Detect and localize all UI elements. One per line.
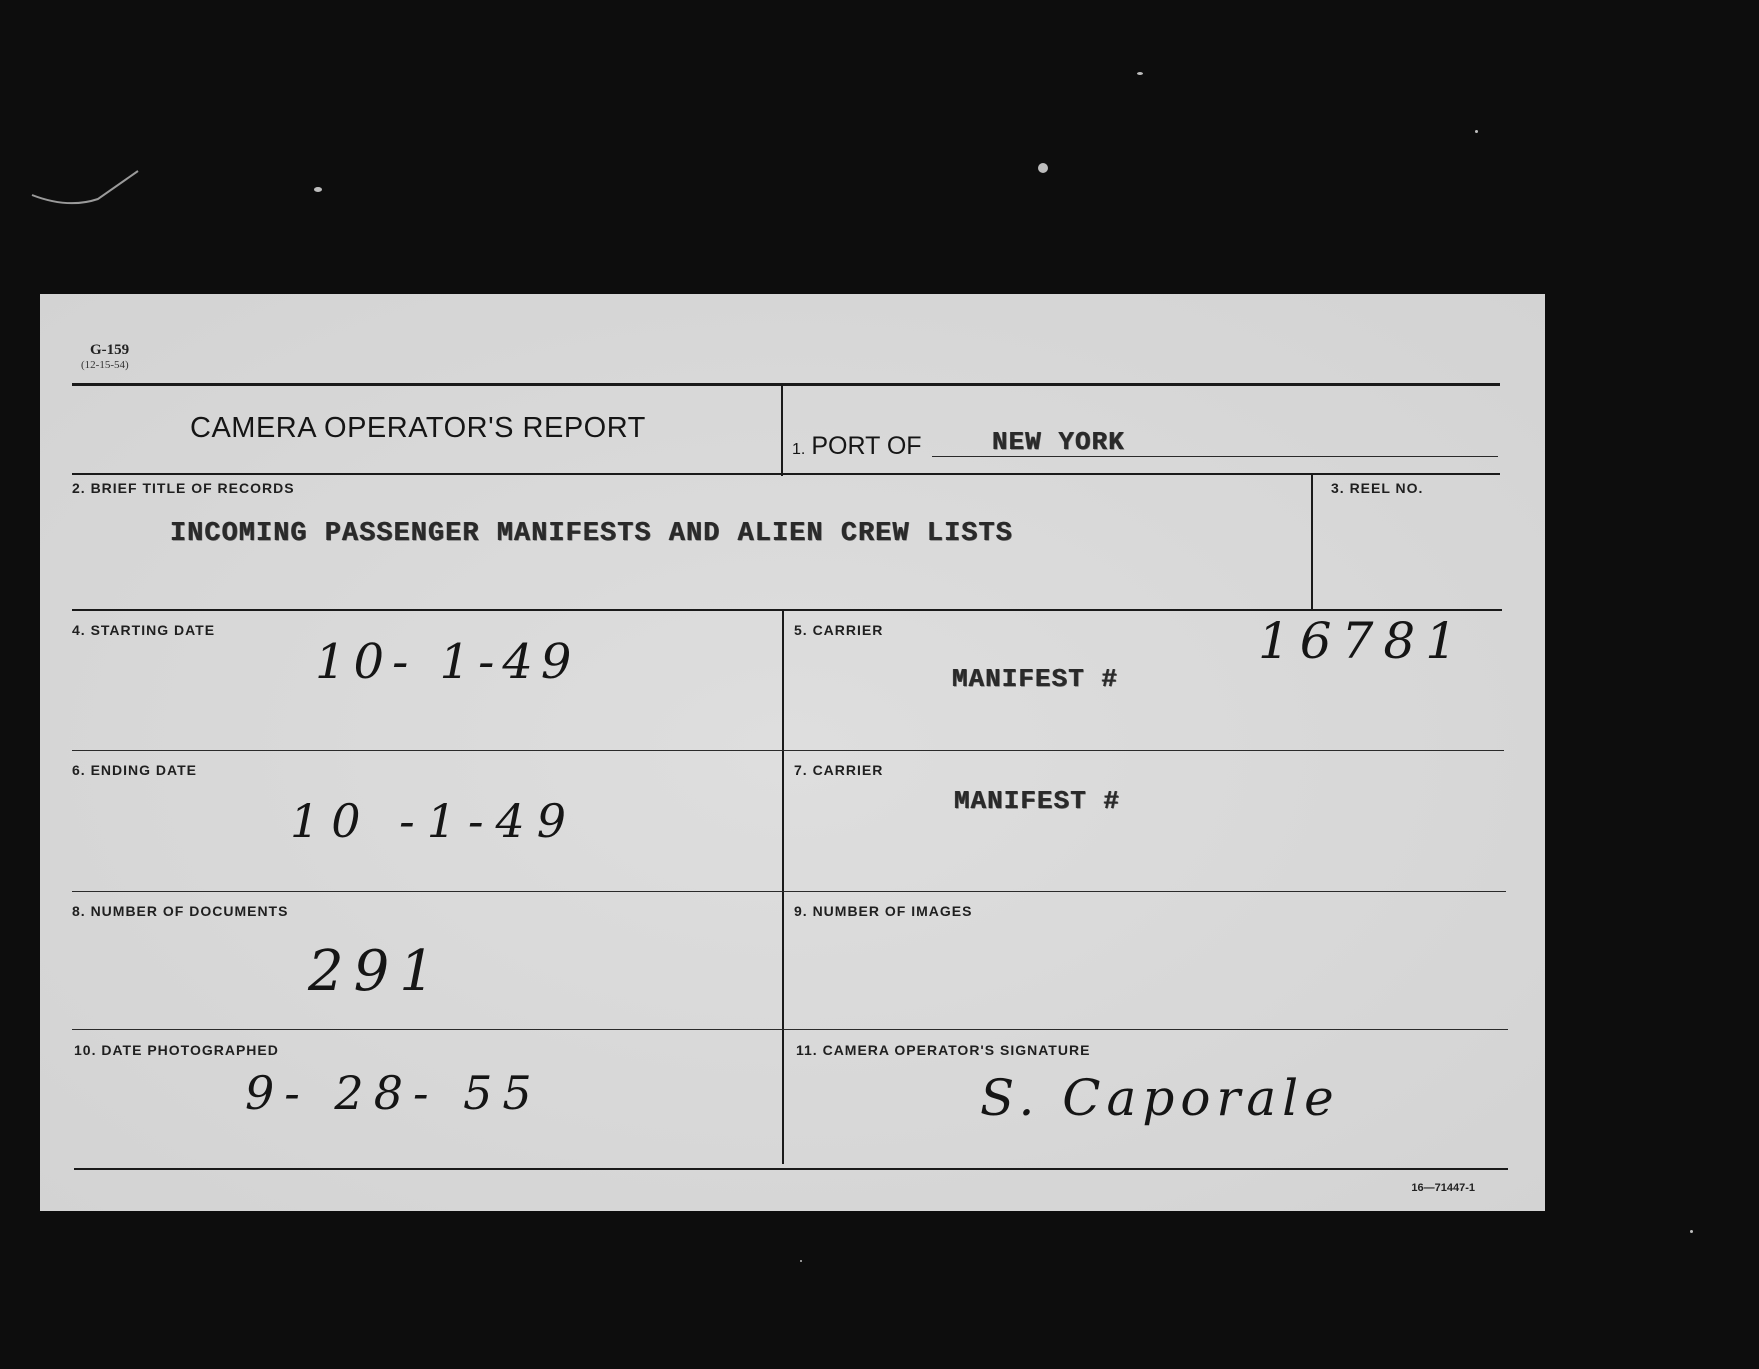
port-of-label <box>792 432 922 461</box>
form-footer-code: 16—71447-1 <box>1411 1182 1475 1194</box>
rule-row-1 <box>72 473 1500 475</box>
carrier-7-label: 7. CARRIER <box>794 762 884 778</box>
port-value: NEW YORK <box>992 427 1125 457</box>
carrier-7-manifest-label: MANIFEST # <box>954 786 1121 816</box>
rule-row-3 <box>72 750 1504 751</box>
reel-divider <box>1311 473 1313 609</box>
ending-date-value: 10 -1-49 <box>290 794 579 848</box>
camera-operator-report-card <box>40 294 1545 1211</box>
operator-signature: S. Caporale <box>980 1069 1340 1127</box>
scratch-mark <box>28 165 148 213</box>
rule-row-2 <box>72 609 1502 611</box>
num-documents-value: 291 <box>308 939 445 1004</box>
rule-row-5 <box>72 1029 1508 1030</box>
rule-row-4 <box>72 891 1506 892</box>
bottom-rule <box>74 1168 1508 1170</box>
port-field-number: 1. <box>792 441 806 458</box>
starting-date-label: 4. STARTING DATE <box>72 622 216 638</box>
brief-title-value: INCOMING PASSENGER MANIFESTS AND ALIEN CREW LISTS <box>170 519 1013 549</box>
num-documents-label: 8. NUMBER OF DOCUMENTS <box>72 903 289 919</box>
center-divider <box>782 609 784 1164</box>
starting-date-value: 10- 1-49 <box>315 634 580 690</box>
signature-label: 11. CAMERA OPERATOR'S SIGNATURE <box>796 1042 1091 1058</box>
title-divider <box>781 384 783 476</box>
form-revision-date: (12-15-54) <box>81 359 129 371</box>
date-photographed-value: 9- 28- 55 <box>245 1066 542 1120</box>
report-title: CAMERA OPERATOR'S REPORT <box>190 412 646 444</box>
carrier-5-label: 5. CARRIER <box>794 622 884 638</box>
reel-no-label: 3. REEL NO. <box>1331 480 1424 496</box>
carrier-5-manifest-label: MANIFEST # <box>952 664 1119 694</box>
top-rule <box>72 383 1500 386</box>
num-images-label: 9. NUMBER OF IMAGES <box>794 903 973 919</box>
ending-date-label: 6. ENDING DATE <box>72 762 197 778</box>
carrier-5-manifest-value: 16781 <box>1258 612 1468 670</box>
brief-title-label: 2. BRIEF TITLE OF RECORDS <box>72 480 295 496</box>
date-photographed-label: 10. DATE PHOTOGRAPHED <box>74 1042 279 1058</box>
port-field-label: PORT OF <box>811 432 922 460</box>
form-id: G-159 <box>90 342 130 358</box>
